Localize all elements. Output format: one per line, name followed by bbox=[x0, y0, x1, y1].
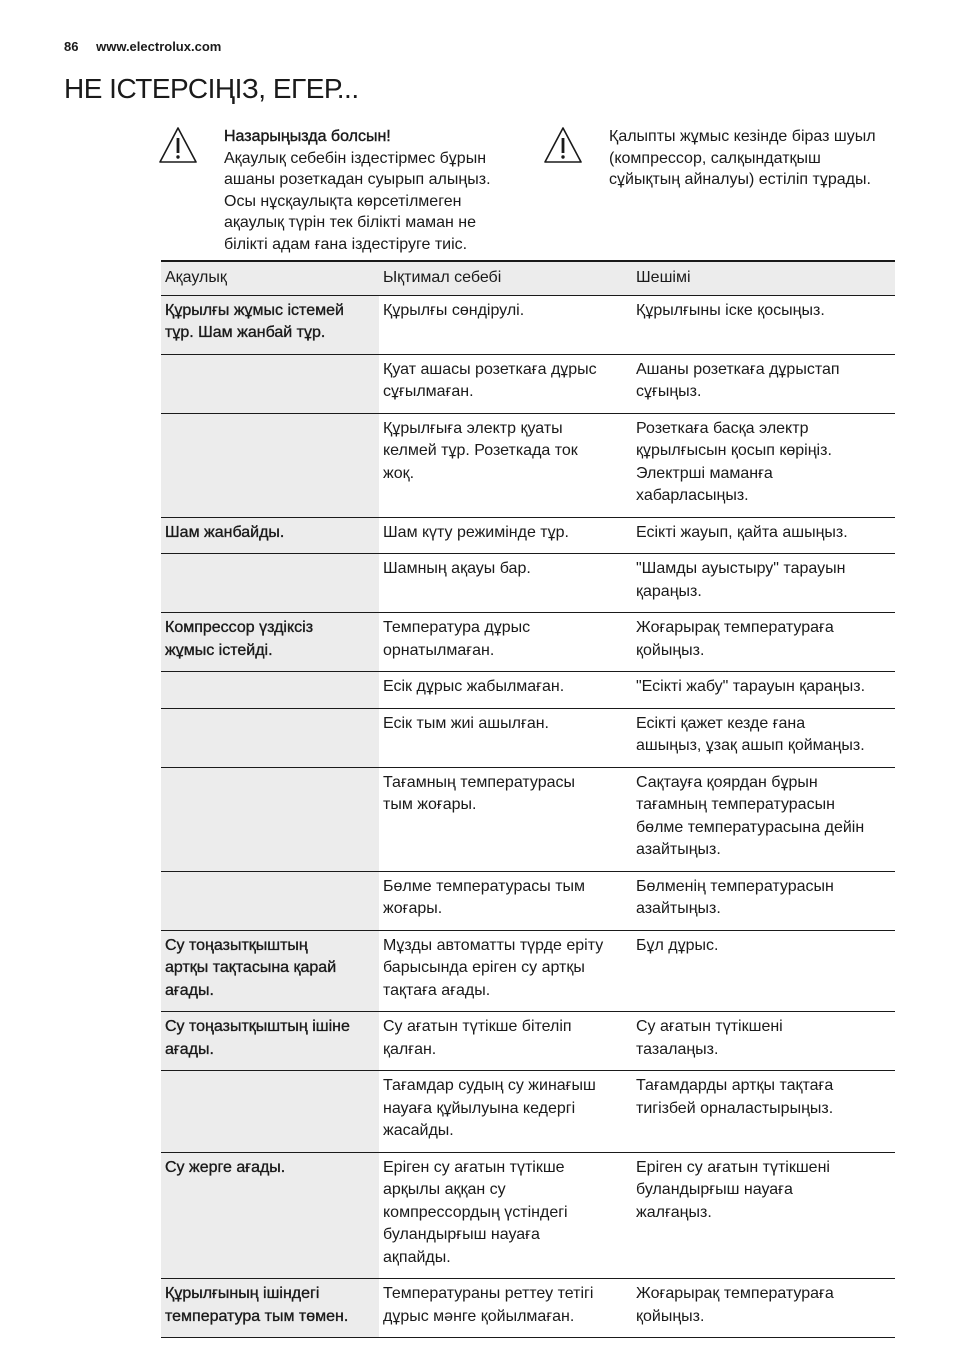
problem-cell bbox=[161, 930, 379, 1012]
table-row bbox=[161, 767, 895, 871]
warning-line: ақаулық түрін тек білікті маман не bbox=[224, 214, 477, 231]
warning-line: Ақаулық себебін іздестірмес бұрын bbox=[224, 149, 487, 167]
cell-line: Қуат ашасы розеткаға дұрыс bbox=[383, 360, 597, 378]
cause-cell bbox=[379, 517, 632, 554]
cell-line: азайтыңыз. bbox=[636, 900, 721, 917]
solution-cell bbox=[632, 1279, 895, 1338]
table-row bbox=[161, 1279, 895, 1338]
page-number: 86 bbox=[64, 39, 79, 54]
problem-cell bbox=[161, 1279, 379, 1338]
problem-cell bbox=[161, 1012, 379, 1071]
cell-line: Бұл дұрыс. bbox=[636, 936, 719, 954]
problem-cell bbox=[161, 413, 379, 517]
troubleshooting-table bbox=[161, 260, 895, 1338]
cell-line: Жоғарырақ температураға bbox=[636, 619, 834, 636]
solution-cell bbox=[632, 413, 895, 517]
solution-cell bbox=[632, 354, 895, 413]
table-row bbox=[161, 1071, 895, 1153]
cell-line: жасайды. bbox=[383, 1122, 454, 1139]
cause-cell bbox=[379, 672, 632, 709]
cell-line: Температураны реттеу тетігі bbox=[383, 1285, 594, 1302]
cell-line: тағамның температурасын bbox=[636, 796, 835, 813]
cell-line: хабарласыңыз. bbox=[636, 487, 749, 504]
cell-line: ақпайды. bbox=[383, 1248, 451, 1266]
warning-triangle-icon bbox=[158, 126, 198, 164]
cell-line: Құрылғы сөндірулі. bbox=[383, 301, 525, 319]
cause-cell bbox=[379, 613, 632, 672]
cell-line: тақтаға ағады. bbox=[383, 981, 491, 999]
cell-line: Ашаны розеткаға дұрыстап bbox=[636, 360, 840, 378]
page-header bbox=[64, 39, 221, 54]
cell-line: ашыңыз, ұзақ ашып қоймаңыз. bbox=[636, 737, 865, 754]
cell-line: "Есікті жабу" тарауын қараңыз. bbox=[636, 678, 866, 695]
problem-cell bbox=[161, 1071, 379, 1153]
cause-cell bbox=[379, 1152, 632, 1279]
problem-cell bbox=[161, 354, 379, 413]
cell-line: тым жоғары. bbox=[383, 796, 477, 813]
table-header-row bbox=[161, 261, 895, 295]
table-row bbox=[161, 554, 895, 613]
cell-line: Су тоңазытқыштың ішіне bbox=[165, 1018, 350, 1035]
cell-line: буландырғыш науаға bbox=[383, 1226, 540, 1243]
cell-line: буландырғыш науаға bbox=[636, 1181, 793, 1198]
cell-line: ағады. bbox=[165, 981, 214, 999]
cell-line: "Шамды ауыстыру" тарауын bbox=[636, 560, 846, 577]
solution-cell bbox=[632, 1012, 895, 1071]
header-cause: Ықтимал себебі bbox=[379, 261, 632, 295]
cause-cell bbox=[379, 708, 632, 767]
cell-line: дұрыс мәнге қойылмаған. bbox=[383, 1307, 575, 1325]
cause-cell bbox=[379, 554, 632, 613]
solution-cell bbox=[632, 871, 895, 930]
warning-triangle-icon bbox=[543, 126, 583, 164]
warning-line: Осы нұсқаулықта көрсетілмеген bbox=[224, 192, 462, 210]
cell-line: Еріген су ағатын түтікше bbox=[383, 1158, 565, 1176]
cell-line: Есік тым жиі ашылған. bbox=[383, 714, 549, 732]
header-solution: Шешімі bbox=[632, 261, 895, 295]
cell-line: арқылы аққан су bbox=[383, 1181, 506, 1198]
cell-line: Жоғарырақ температураға bbox=[636, 1285, 834, 1302]
cell-line: тұр. Шам жанбай тұр. bbox=[165, 324, 326, 341]
warning-text-2 bbox=[609, 126, 876, 191]
cell-line: Компрессор үздіксіз bbox=[165, 619, 314, 636]
cell-line: сұғыңыз. bbox=[636, 383, 702, 400]
cause-cell bbox=[379, 767, 632, 871]
cell-line: Розеткаға басқа электр bbox=[636, 419, 809, 437]
problem-cell bbox=[161, 708, 379, 767]
warning-line: ашаны розеткадан суырып алыңыз. bbox=[224, 171, 491, 188]
cause-cell bbox=[379, 295, 632, 354]
cell-line: Шамның ақауы бар. bbox=[383, 560, 531, 577]
solution-cell bbox=[632, 1071, 895, 1153]
problem-cell bbox=[161, 554, 379, 613]
cell-line: тазалаңыз. bbox=[636, 1040, 719, 1058]
cell-line: жоқ. bbox=[383, 464, 415, 482]
cell-line: Су тоңазытқыштың bbox=[165, 936, 308, 954]
warning-block-2 bbox=[543, 126, 876, 191]
cause-cell bbox=[379, 871, 632, 930]
cell-line: жоғары. bbox=[383, 900, 443, 917]
solution-cell bbox=[632, 613, 895, 672]
cause-cell bbox=[379, 1279, 632, 1338]
warning-line: сұйықтың айналуы) естіліп тұрады. bbox=[609, 171, 871, 188]
cell-line: Есікті қажет кезде ғана bbox=[636, 714, 806, 732]
cell-line: құрылғысын қосып көріңіз. bbox=[636, 442, 832, 459]
cell-line: қалған. bbox=[383, 1040, 437, 1058]
table-row bbox=[161, 517, 895, 554]
cell-line: Еріген су ағатын түтікшені bbox=[636, 1158, 830, 1176]
solution-cell bbox=[632, 708, 895, 767]
cell-line: Тағамдар судың су жинағыш bbox=[383, 1077, 596, 1094]
warning-heading: Назарыңызда болсын! bbox=[224, 128, 391, 145]
table-row bbox=[161, 413, 895, 517]
header-problem: Ақаулық bbox=[161, 261, 379, 295]
table-row bbox=[161, 1012, 895, 1071]
cell-line: қойыңыз. bbox=[636, 1307, 705, 1325]
warning-line: білікті адам ғана іздестіруге тиіс. bbox=[224, 235, 468, 253]
solution-cell bbox=[632, 930, 895, 1012]
table-row bbox=[161, 930, 895, 1012]
cell-line: бөлме температурасына дейін bbox=[636, 818, 865, 836]
warning-text-1 bbox=[224, 126, 491, 255]
problem-cell bbox=[161, 1152, 379, 1279]
cell-line: температура тым төмен. bbox=[165, 1307, 349, 1325]
cell-line: сұғылмаған. bbox=[383, 383, 474, 400]
solution-cell bbox=[632, 554, 895, 613]
cell-line: Су ағатын түтікше бітеліп bbox=[383, 1018, 572, 1035]
cause-cell bbox=[379, 930, 632, 1012]
cell-line: Сақтауға қоярдан бұрын bbox=[636, 773, 818, 791]
table-row bbox=[161, 708, 895, 767]
cell-line: Бөлме температурасы тым bbox=[383, 877, 586, 895]
cell-line: қойыңыз. bbox=[636, 641, 705, 659]
cell-line: компрессордың үстіндегі bbox=[383, 1203, 568, 1221]
problem-cell bbox=[161, 295, 379, 354]
cause-cell bbox=[379, 1012, 632, 1071]
cell-line: жұмыс істейді. bbox=[165, 641, 273, 659]
cause-cell bbox=[379, 1071, 632, 1153]
cell-line: Есік дұрыс жабылмаған. bbox=[383, 678, 565, 695]
cell-line: Құрылғының ішіндегі bbox=[165, 1285, 320, 1302]
cause-cell bbox=[379, 413, 632, 517]
cell-line: науаға құйылуына кедергі bbox=[383, 1099, 576, 1117]
warning-line: (компрессор, салқындатқыш bbox=[609, 149, 821, 167]
section-title: НЕ ІСТЕРСІҢІЗ, ЕГЕР... bbox=[64, 73, 359, 104]
table-row bbox=[161, 295, 895, 354]
cell-line: Құрылғыны іске қосыңыз. bbox=[636, 301, 825, 319]
cell-line: Бөлменің температурасын bbox=[636, 877, 834, 895]
problem-cell bbox=[161, 672, 379, 709]
cell-line: Есікті жауып, қайта ашыңыз. bbox=[636, 523, 848, 541]
cell-line: Шам жанбайды. bbox=[165, 523, 285, 541]
problem-cell bbox=[161, 871, 379, 930]
cell-line: Тағамның температурасы bbox=[383, 773, 575, 791]
cell-line: Электрші маманға bbox=[636, 464, 773, 482]
solution-cell bbox=[632, 295, 895, 354]
table-row bbox=[161, 672, 895, 709]
problem-cell bbox=[161, 517, 379, 554]
cell-line: қараңыз. bbox=[636, 582, 702, 600]
cell-line: Шам күту режимінде тұр. bbox=[383, 523, 569, 541]
cell-line: жалғаңыз. bbox=[636, 1203, 712, 1221]
cell-line: Температура дұрыс bbox=[383, 619, 531, 636]
cell-line: ағады. bbox=[165, 1040, 214, 1058]
cell-line: келмей тұр. Розеткада ток bbox=[383, 442, 578, 459]
solution-cell bbox=[632, 1152, 895, 1279]
cell-line: Тағамдарды артқы тақтаға bbox=[636, 1077, 834, 1094]
cell-line: Мұзды автоматты түрде еріту bbox=[383, 936, 604, 954]
table-row bbox=[161, 1152, 895, 1279]
solution-cell bbox=[632, 517, 895, 554]
solution-cell bbox=[632, 672, 895, 709]
problem-cell bbox=[161, 767, 379, 871]
problem-cell bbox=[161, 613, 379, 672]
cell-line: орнатылмаған. bbox=[383, 641, 495, 659]
cause-cell bbox=[379, 354, 632, 413]
warning-line: Қалыпты жұмыс кезінде біраз шуыл bbox=[609, 128, 876, 145]
table-row bbox=[161, 871, 895, 930]
cell-line: Құрылғыға электр қуаты bbox=[383, 419, 563, 437]
table-body bbox=[161, 295, 895, 1338]
cell-line: Құрылғы жұмыс істемей bbox=[165, 301, 344, 319]
cell-line: артқы тақтасына қарай bbox=[165, 959, 337, 976]
cell-line: Су жерге ағады. bbox=[165, 1158, 286, 1176]
cell-line: Су ағатын түтікшені bbox=[636, 1018, 783, 1035]
cell-line: барысында еріген су артқы bbox=[383, 959, 585, 976]
cell-line: тигізбей орналастырыңыз. bbox=[636, 1099, 834, 1117]
table-row bbox=[161, 354, 895, 413]
cell-line: азайтыңыз. bbox=[636, 841, 721, 858]
website-link[interactable]: www.electrolux.com bbox=[96, 39, 222, 54]
solution-cell bbox=[632, 767, 895, 871]
table-row bbox=[161, 613, 895, 672]
warning-block-1 bbox=[158, 126, 491, 255]
